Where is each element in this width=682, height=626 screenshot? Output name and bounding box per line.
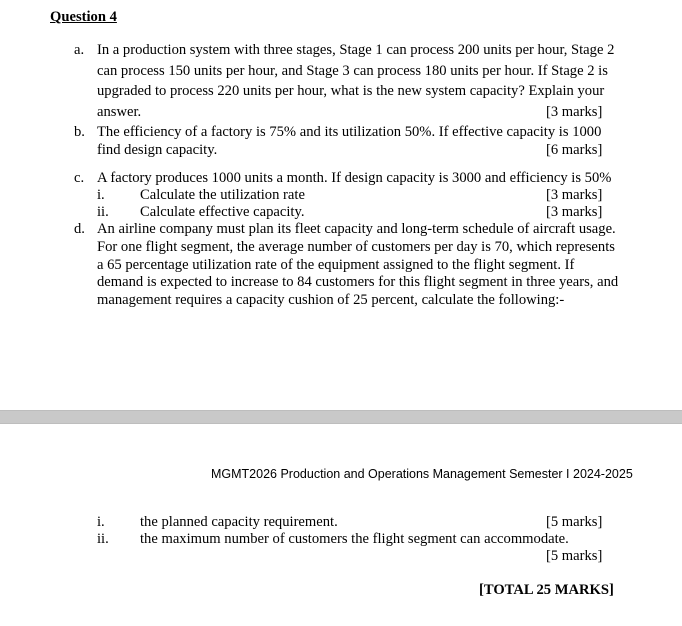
part-d-ii-marks: [5 marks]	[546, 548, 603, 564]
part-d-i-label: i.	[97, 514, 105, 530]
part-b-label: b.	[74, 124, 85, 140]
part-a-line-2: can process 150 units per hour, and Stage 3 can process 180 units per hour. If Stage 2 is	[97, 63, 608, 79]
part-d-line-1: An airline company must plan its fleet capacity and long-term schedule of aircraft usage.	[97, 221, 616, 237]
part-a-line-4: answer.	[97, 104, 142, 120]
total-marks: [TOTAL 25 MARKS]	[479, 582, 614, 598]
part-d-line-4: demand is expected to increase to 84 customers for this flight segment in three years, and	[97, 274, 619, 290]
page-break-divider	[0, 410, 682, 424]
part-d-ii-label: ii.	[97, 531, 109, 547]
part-c-i-marks: [3 marks]	[546, 187, 603, 203]
part-a-marks: [3 marks]	[546, 104, 603, 120]
part-d-label: d.	[74, 221, 85, 237]
part-d-line-2: For one flight segment, the average number of customers per day is 70, which represents	[97, 239, 615, 255]
course-footer: MGMT2026 Production and Operations Management Semester I 2024-2025	[211, 467, 633, 481]
part-a-line-3: upgraded to process 220 units per hour, what is the new system capacity? Explain your	[97, 83, 605, 99]
part-c-i-label: i.	[97, 187, 105, 203]
part-a-line-1: In a production system with three stages, Stage 1 can process 200 units per hour, Stage 2	[97, 42, 615, 58]
part-d-line-3: a 65 percentage utilization rate of the equipment assigned to the flight segment. If	[97, 257, 575, 273]
part-c-i-text: Calculate the utilization rate	[140, 187, 305, 203]
part-c-ii-marks: [3 marks]	[546, 204, 603, 220]
part-c-line-1: A factory produces 1000 units a month. If design capacity is 3000 and efficiency is 50%	[97, 170, 612, 186]
part-c-label: c.	[74, 170, 85, 186]
part-d-line-5: management requires a capacity cushion of 25 percent, calculate the following:-	[97, 292, 565, 308]
question-heading: Question 4	[50, 9, 117, 25]
part-b-line-2: find design capacity.	[97, 142, 218, 158]
part-d-i-text: the planned capacity requirement.	[140, 514, 338, 530]
part-d-i-marks: [5 marks]	[546, 514, 603, 530]
part-b-line-1: The efficiency of a factory is 75% and its utilization 50%. If effective capacity is 1000	[97, 124, 602, 140]
part-c-ii-text: Calculate effective capacity.	[140, 204, 305, 220]
part-c-ii-label: ii.	[97, 204, 109, 220]
part-d-ii-text: the maximum number of customers the flight segment can accommodate.	[140, 531, 569, 547]
part-a-label: a.	[74, 42, 85, 58]
part-b-marks: [6 marks]	[546, 142, 603, 158]
